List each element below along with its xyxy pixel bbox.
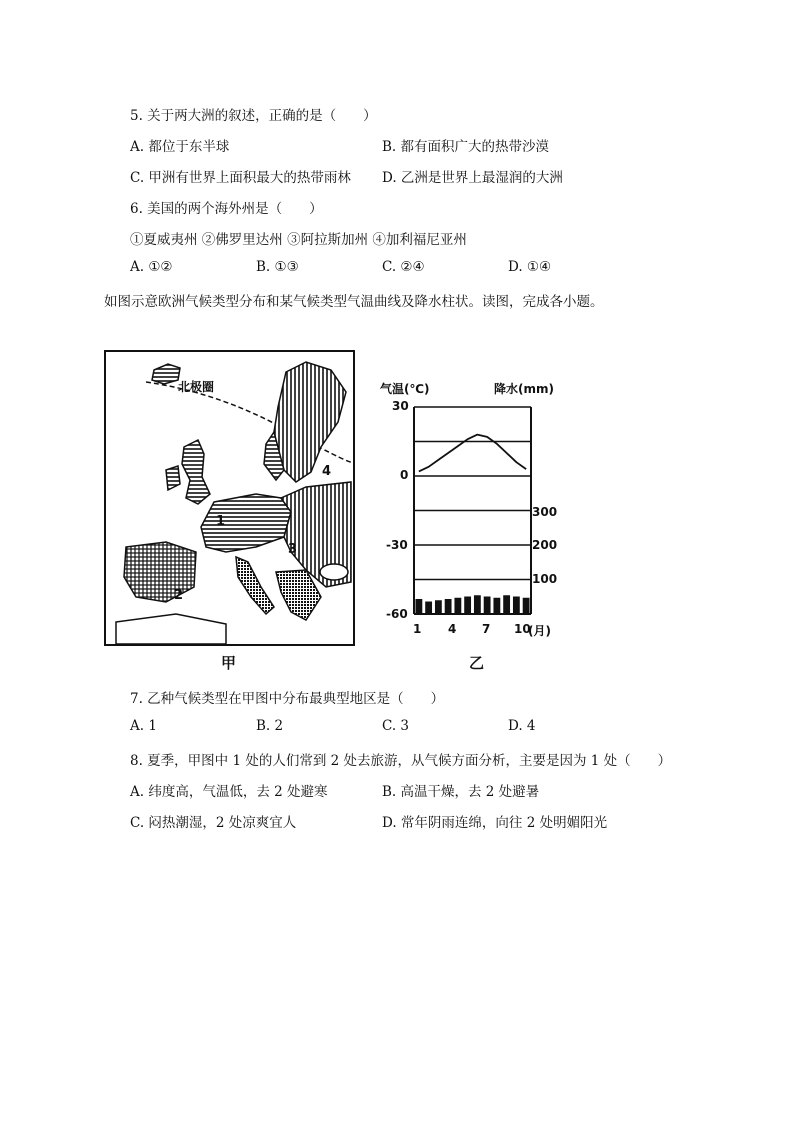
- q6-stem: 6. 美国的两个海外州是（ ）: [130, 201, 323, 217]
- q6-option-b: B. ①③: [256, 259, 299, 275]
- precip-bar-3: [435, 600, 442, 614]
- precip-axis-label: 降水(mm): [494, 382, 554, 396]
- climate-chart: [366, 372, 566, 647]
- q6-option-a: A. ①②: [130, 259, 173, 275]
- temperature-line: [419, 435, 526, 472]
- temp-tick-neg30: -30: [386, 538, 408, 552]
- q6-choices: ①夏威夷州 ②佛罗里达州 ③阿拉斯加州 ④加利福尼亚州: [130, 232, 467, 248]
- precip-bar-11: [513, 597, 520, 615]
- month-tick-7: 7: [482, 622, 491, 636]
- precip-bar-9: [493, 598, 500, 614]
- q5-option-a: A. 都位于东半球: [130, 139, 230, 155]
- precip-bar-7: [474, 595, 481, 614]
- temp-tick-neg60: -60: [386, 607, 408, 621]
- precip-bar-8: [484, 597, 491, 615]
- precip-bar-1: [415, 599, 422, 614]
- precip-bar-6: [464, 597, 471, 615]
- q8-option-b: B. 高温干燥，去 2 处避暑: [382, 784, 540, 800]
- q7-option-a: A. 1: [130, 718, 157, 734]
- precip-bar-12: [523, 598, 530, 614]
- temp-tick-30: 30: [392, 399, 409, 413]
- q8-stem: 8. 夏季，甲图中 1 处的人们常到 2 处去旅游，从气候方面分析，主要是因为 1 处（ ）: [130, 753, 672, 769]
- q5-stem: 5. 关于两大洲的叙述，正确的是（ ）: [130, 108, 377, 124]
- month-axis-unit: (月): [528, 624, 551, 638]
- precip-tick-200: 200: [532, 538, 558, 552]
- q8-option-d: D. 常年阴雨连绵，向往 2 处明媚阳光: [382, 815, 608, 831]
- q5-option-b: B. 都有面积广大的热带沙漠: [382, 139, 550, 155]
- month-tick-10: 10: [514, 622, 531, 636]
- q5-option-d: D. 乙洲是世界上最湿润的大洲: [382, 170, 563, 186]
- precip-bar-5: [454, 598, 461, 614]
- q6-option-c: C. ②④: [382, 259, 425, 275]
- map-number-4: 4: [322, 464, 332, 479]
- q7-option-b: B. 2: [256, 718, 284, 734]
- map-number-1: 1: [216, 514, 226, 529]
- q7-stem: 7. 乙种气候类型在甲图中分布最典型地区是（ ）: [130, 691, 445, 707]
- q8-option-c: C. 闷热潮湿，2 处凉爽宜人: [130, 815, 297, 831]
- temp-axis-label: 气温(℃): [380, 382, 430, 396]
- precip-bar-2: [425, 602, 432, 615]
- q6-option-d: D. ①④: [508, 259, 552, 275]
- map-caption: 甲: [221, 654, 237, 672]
- map-drawing: [106, 352, 353, 644]
- month-tick-1: 1: [413, 622, 422, 636]
- map-number-2: 2: [174, 588, 184, 603]
- q8-option-a: A. 纬度高，气温低，去 2 处避寒: [130, 784, 328, 800]
- chart-caption: 乙: [469, 654, 485, 672]
- q7-option-d: D. 4: [508, 718, 536, 734]
- q7-option-c: C. 3: [382, 718, 410, 734]
- figure-intro: 如图示意欧洲气候类型分布和某气候类型气温曲线及降水柱状。读图，完成各小题。: [104, 294, 604, 310]
- arctic-circle-label: 北极圈: [178, 380, 215, 394]
- q5-option-c: C. 甲洲有世界上面积最大的热带雨林: [130, 170, 351, 186]
- precip-tick-300: 300: [532, 505, 558, 519]
- precip-tick-100: 100: [532, 572, 558, 586]
- map-number-3: 3: [288, 542, 298, 557]
- europe-climate-map: [104, 350, 355, 646]
- precip-bar-10: [503, 595, 510, 614]
- temp-tick-0: 0: [400, 468, 409, 482]
- month-tick-4: 4: [448, 622, 457, 636]
- chart-plot: [366, 372, 566, 647]
- precip-bar-4: [445, 599, 452, 614]
- figure: [104, 350, 564, 680]
